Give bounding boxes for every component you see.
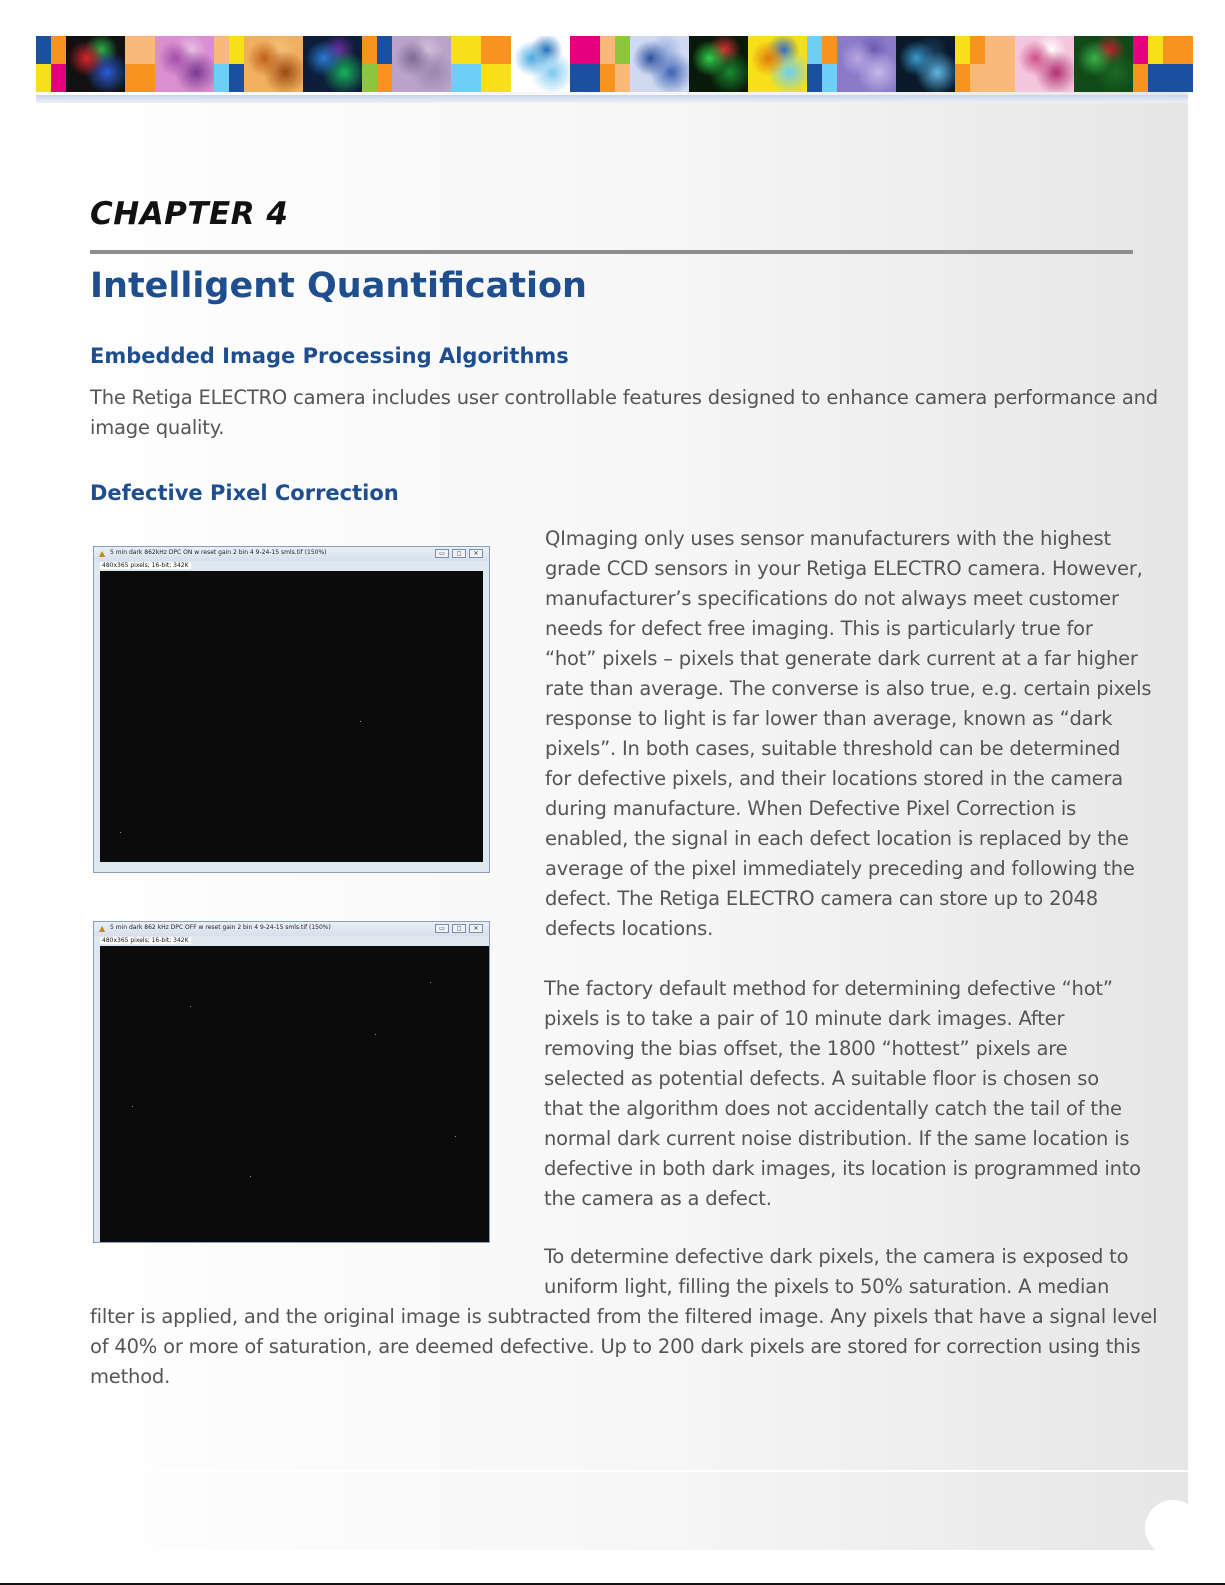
banner-color-block xyxy=(36,36,66,92)
banner-color-block xyxy=(1163,36,1193,92)
banner-color-block xyxy=(125,36,155,92)
text-line: uniform light, filling the pixels to 50% saturation. A median xyxy=(544,1275,1110,1298)
text-line: response to light is far lower than average, known as “dark xyxy=(545,707,1113,730)
dark-frame-image xyxy=(100,946,489,1242)
leaf-photo xyxy=(1074,36,1133,92)
text-line: manufacturer’s specifications do not always meet customer xyxy=(545,587,1119,610)
fibers-photo xyxy=(630,36,689,92)
text-line: rate than average. The converse is also true, e.g. certain pixels xyxy=(545,677,1152,700)
fingerprint-photo xyxy=(896,36,955,92)
dpc-on-screenshot xyxy=(93,546,490,873)
text-line: of 40% or more of saturation, are deemed defective. Up to 200 dark pixels are stored for correction using this xyxy=(90,1335,1141,1358)
text-line: during manufacture. When Defective Pixel Correction is xyxy=(545,797,1077,820)
window-title: 5 min dark 862 kHz DPC OFF w reset gain 2 bin 4 9-24-15 smls.tif (150%) xyxy=(110,924,331,931)
text-line: QImaging only uses sensor manufacturers with the highest xyxy=(545,527,1111,550)
dpc-off-screenshot xyxy=(93,921,490,1243)
text-line: grade CCD sensors in your Retiga ELECTRO camera. However, xyxy=(545,557,1143,580)
banner-color-block xyxy=(481,36,511,92)
text-line: that the algorithm does not accidentally catch the tail of the xyxy=(544,1097,1122,1120)
crystal-photo xyxy=(392,36,451,92)
text-line: selected as potential defects. A suitable floor is chosen so xyxy=(544,1067,1099,1090)
text-line: The Retiga ELECTRO camera includes user controllable features designed to enhance camera performance and xyxy=(90,386,1158,409)
stained-tissue-photo xyxy=(837,36,896,92)
minimize-icon: ▭ xyxy=(435,924,449,933)
banner-color-block xyxy=(570,36,600,92)
banner-color-block xyxy=(985,36,1015,92)
banner-color-block xyxy=(955,36,985,92)
minimize-icon: ▭ xyxy=(435,549,449,558)
text-line: normal dark current noise distribution. If the same location is xyxy=(544,1127,1130,1150)
close-icon: ✕ xyxy=(469,924,483,933)
banner-color-block xyxy=(362,36,392,92)
text-line: image quality. xyxy=(90,416,225,439)
cochlea-photo xyxy=(511,36,570,92)
window-titlebar xyxy=(94,547,489,561)
tissue-photo xyxy=(155,36,214,92)
banner-underline xyxy=(36,95,1188,103)
brain-tissue-photo xyxy=(244,36,303,92)
image-info: 480x365 pixels; 16-bit; 342K xyxy=(102,937,189,944)
text-line: pixels is to take a pair of 10 minute dark images. After xyxy=(544,1007,1065,1030)
chapter-divider xyxy=(90,250,1133,254)
banner-color-block xyxy=(1133,36,1163,92)
text-line: The factory default method for determining defective “hot” xyxy=(544,977,1113,1000)
text-line: average of the pixel immediately preceding and following the xyxy=(545,857,1135,880)
fluorescent-cells-photo xyxy=(303,36,362,92)
text-line: the camera as a defect. xyxy=(544,1187,772,1210)
text-line: “hot” pixels – pixels that generate dark current at a far higher xyxy=(545,647,1138,670)
cell-mitosis-photo xyxy=(66,36,125,92)
defective-pixel-paragraph-2 xyxy=(544,974,1141,1214)
banner-color-block xyxy=(214,36,244,92)
text-line: for defective pixels, and their locations stored in the camera xyxy=(545,767,1124,790)
defective-pixel-paragraph-3-start xyxy=(544,1242,1128,1302)
text-line: defects locations. xyxy=(545,917,714,940)
imagej-icon: ▲ xyxy=(99,549,106,558)
defective-pixel-paragraph-1 xyxy=(545,524,1151,944)
green-cell-photo xyxy=(689,36,748,92)
close-icon: ✕ xyxy=(469,549,483,558)
header-banner xyxy=(36,36,1188,92)
section-heading-defective-pixel: Defective Pixel Correction xyxy=(90,481,399,505)
banner-color-block xyxy=(807,36,837,92)
text-line: filter is applied, and the original image is subtracted from the filtered image. Any pixels that have a signal level xyxy=(90,1305,1158,1328)
text-line: pixels”. In both cases, suitable threshold can be determined xyxy=(545,737,1121,760)
text-line: enabled, the signal in each defect location is replaced by the xyxy=(545,827,1129,850)
maximize-icon: ◻ xyxy=(452,924,466,933)
skin-tissue-photo xyxy=(1015,36,1074,92)
text-line: defect. The Retiga ELECTRO camera can store up to 2048 xyxy=(545,887,1098,910)
imagej-icon: ▲ xyxy=(99,924,106,933)
window-title: 5 min dark 862kHz DPC ON w reset gain 2 bin 4 9-24-15 smls.tif (150%) xyxy=(110,549,327,556)
text-line: needs for defect free imaging. This is particularly true for xyxy=(545,617,1093,640)
section-heading-embedded-processing: Embedded Image Processing Algorithms xyxy=(90,344,569,368)
multicolor-photo xyxy=(748,36,807,92)
image-info: 480x365 pixels; 16-bit; 342K xyxy=(102,562,189,569)
section-intro-paragraph xyxy=(90,383,1158,443)
text-line: removing the bias offset, the 1800 “hottest” pixels are xyxy=(544,1037,1068,1060)
window-titlebar xyxy=(94,922,489,936)
text-line: To determine defective dark pixels, the camera is exposed to xyxy=(544,1245,1129,1268)
page-title: Intelligent Quantification xyxy=(90,266,587,306)
text-line: defective in both dark images, its location is programmed into xyxy=(544,1157,1141,1180)
maximize-icon: ◻ xyxy=(452,549,466,558)
footer-divider xyxy=(36,1470,1188,1472)
banner-color-block xyxy=(600,36,630,92)
chapter-label: CHAPTER 4 xyxy=(90,196,289,232)
page-number-badge xyxy=(1145,1500,1201,1556)
dark-frame-image xyxy=(100,571,483,862)
text-line: method. xyxy=(90,1365,171,1388)
defective-pixel-paragraph-3-end xyxy=(90,1302,1157,1392)
banner-color-block xyxy=(451,36,481,92)
